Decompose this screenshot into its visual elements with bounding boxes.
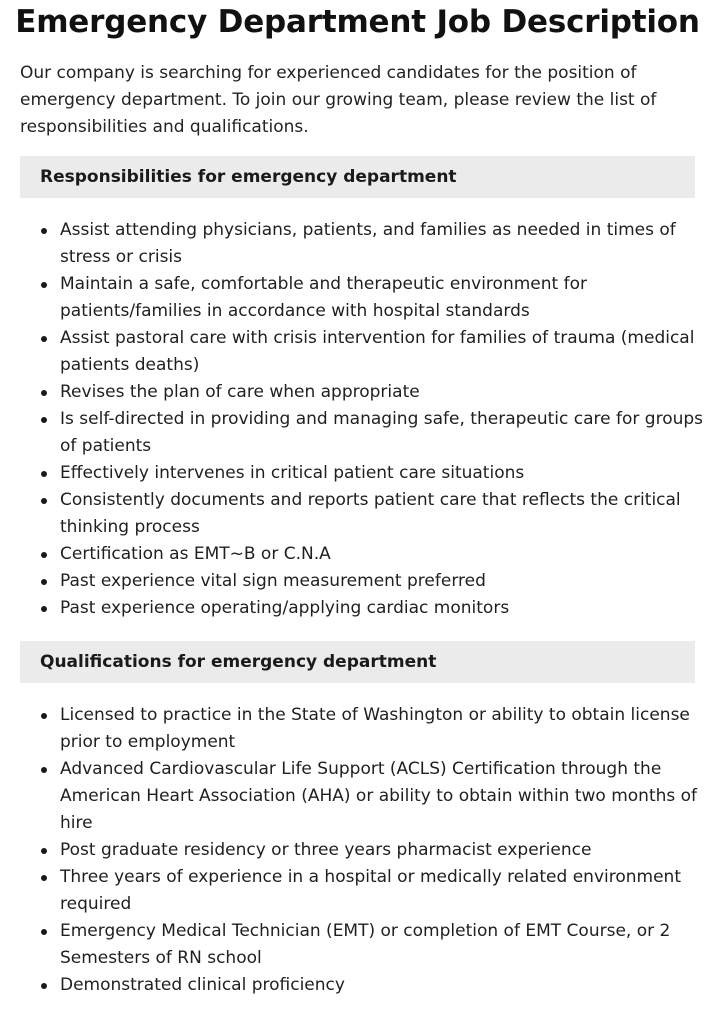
qualification-item: Licensed to practice in the State of Washington or ability to obtain license prior to employment	[60, 702, 705, 756]
responsibilities-list	[20, 217, 705, 622]
qualifications-list	[20, 702, 705, 999]
responsibility-item: Maintain a safe, comfortable and therapeutic environment for patients/families in accordance with hospital standards	[60, 271, 705, 325]
qualification-item: Post graduate residency or three years pharmacist experience	[60, 837, 705, 864]
page-title: Emergency Department Job Description	[15, 4, 700, 40]
responsibility-item: Certification as EMT~B or C.N.A	[60, 541, 705, 568]
responsibility-item: Assist pastoral care with crisis intervention for families of trauma (medical patients deaths)	[60, 325, 705, 379]
qualification-item: Emergency Medical Technician (EMT) or completion of EMT Course, or 2 Semesters of RN school	[60, 918, 705, 972]
responsibility-item: Effectively intervenes in critical patient care situations	[60, 460, 705, 487]
responsibility-item: Consistently documents and reports patient care that reflects the critical thinking process	[60, 487, 705, 541]
intro-paragraph: Our company is searching for experienced candidates for the position of emergency department. To join our growing team, please review the list of responsibilities and qualifications.	[20, 63, 657, 137]
responsibility-item: Is self-directed in providing and managing safe, therapeutic care for groups of patients	[60, 406, 705, 460]
qualification-item: Advanced Cardiovascular Life Support (ACLS) Certification through the American Heart Association (AHA) or ability to obtain within two months of hire	[60, 756, 705, 837]
qualification-item: Three years of experience in a hospital or medically related environment required	[60, 864, 705, 918]
responsibility-item: Past experience vital sign measurement preferred	[60, 568, 705, 595]
responsibility-item: Assist attending physicians, patients, and families as needed in times of stress or crisis	[60, 217, 705, 271]
qualifications-heading: Qualifications for emergency department	[20, 641, 695, 683]
responsibility-item: Revises the plan of care when appropriate	[60, 379, 705, 406]
responsibility-item: Past experience operating/applying cardiac monitors	[60, 595, 705, 622]
responsibilities-heading: Responsibilities for emergency department	[20, 156, 695, 198]
qualification-item: Demonstrated clinical proficiency	[60, 972, 705, 999]
